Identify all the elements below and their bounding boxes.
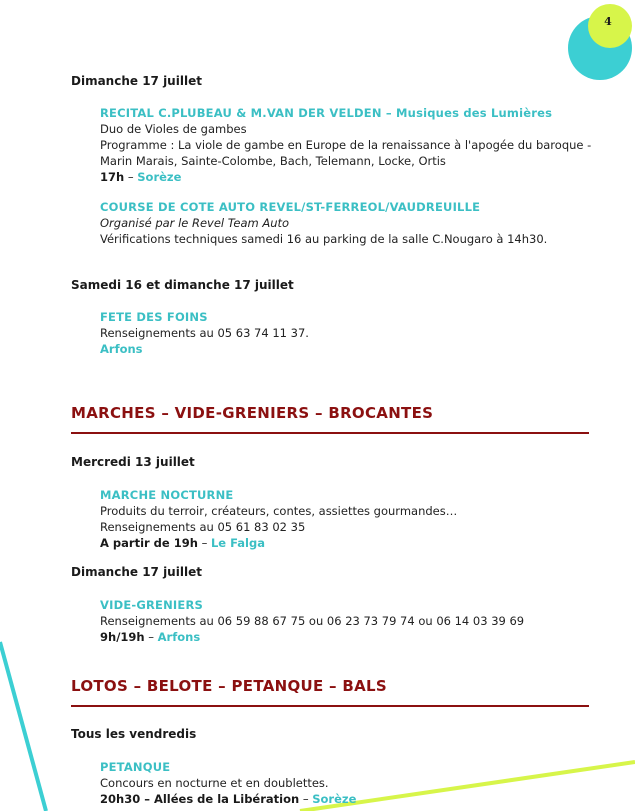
- event-course-auto: [100, 199, 547, 247]
- event-description: Duo de Violes de gambes: [100, 122, 247, 136]
- event-place: Sorèze: [312, 792, 357, 806]
- section-heading-marches: MARCHES – VIDE-GRENIERS – BROCANTES: [71, 404, 589, 434]
- event-place: Sorèze: [137, 170, 182, 184]
- event-place: Arfons: [157, 630, 201, 644]
- event-date: Samedi 16 et dimanche 17 juillet: [71, 278, 294, 292]
- event-place: Le Falga: [210, 536, 265, 550]
- event-place: Arfons: [100, 342, 143, 356]
- event-time-place: A partir de 19h – Le Falga: [100, 536, 265, 550]
- page-number: 4: [604, 15, 612, 28]
- event-organizer: Organisé par le Revel Team Auto: [100, 216, 290, 230]
- event-title: FETE DES FOINS: [100, 310, 208, 324]
- event-time-place: 9h/19h – Arfons: [100, 630, 201, 644]
- event-petanque: [100, 759, 356, 807]
- event-title: VIDE-GRENIERS: [100, 598, 204, 612]
- event-title: MARCHE NOCTURNE: [100, 488, 234, 502]
- event-date: Dimanche 17 juillet: [71, 565, 202, 579]
- event-description: Programme : La viole de gambe en Europe de la renaissance à l'apogée du baroque -: [100, 138, 592, 152]
- event-description: Marin Marais, Sainte-Colombe, Bach, Telemann, Locke, Ortis: [100, 154, 446, 168]
- event-recital: [100, 105, 591, 185]
- event-fete-des-foins: [100, 309, 309, 357]
- event-time: 20h30 – Allées de la Libération: [100, 792, 300, 806]
- event-description: Renseignements au 05 63 74 11 37.: [100, 326, 309, 340]
- event-time: 9h/19h: [100, 630, 145, 644]
- event-description: Vérifications techniques samedi 16 au parking de la salle C.Nougaro à 14h30.: [100, 232, 548, 246]
- event-description: Renseignements au 06 59 88 67 75 ou 06 23 73 79 74 ou 06 14 03 39 69: [100, 614, 525, 628]
- event-date: Dimanche 17 juillet: [71, 74, 202, 88]
- section-heading-lotos: LOTOS – BELOTE – PETANQUE – BALS: [71, 677, 589, 707]
- event-description: Produits du terroir, créateurs, contes, assiettes gourmandes…: [100, 504, 458, 518]
- event-time-place: 20h30 – Allées de la Libération – Sorèze: [100, 792, 357, 806]
- event-description: Renseignements au 05 61 83 02 35: [100, 520, 306, 534]
- event-time: 17h: [100, 170, 125, 184]
- event-date: Tous les vendredis: [71, 727, 197, 741]
- event-marche-nocturne: [100, 487, 457, 551]
- decorative-teal-line: [0, 642, 46, 811]
- event-title: PETANQUE: [100, 760, 171, 774]
- event-description: Concours en nocturne et en doublettes.: [100, 776, 329, 790]
- event-time: A partir de 19h: [100, 536, 198, 550]
- event-vide-greniers: [100, 597, 524, 645]
- event-time-place: 17h – Sorèze: [100, 170, 182, 184]
- event-date: Mercredi 13 juillet: [71, 455, 195, 469]
- event-title: RECITAL C.PLUBEAU & M.VAN DER VELDEN – Musiques des Lumières: [100, 106, 553, 120]
- event-title: COURSE DE COTE AUTO REVEL/ST-FERREOL/VAUDREUILLE: [100, 200, 481, 214]
